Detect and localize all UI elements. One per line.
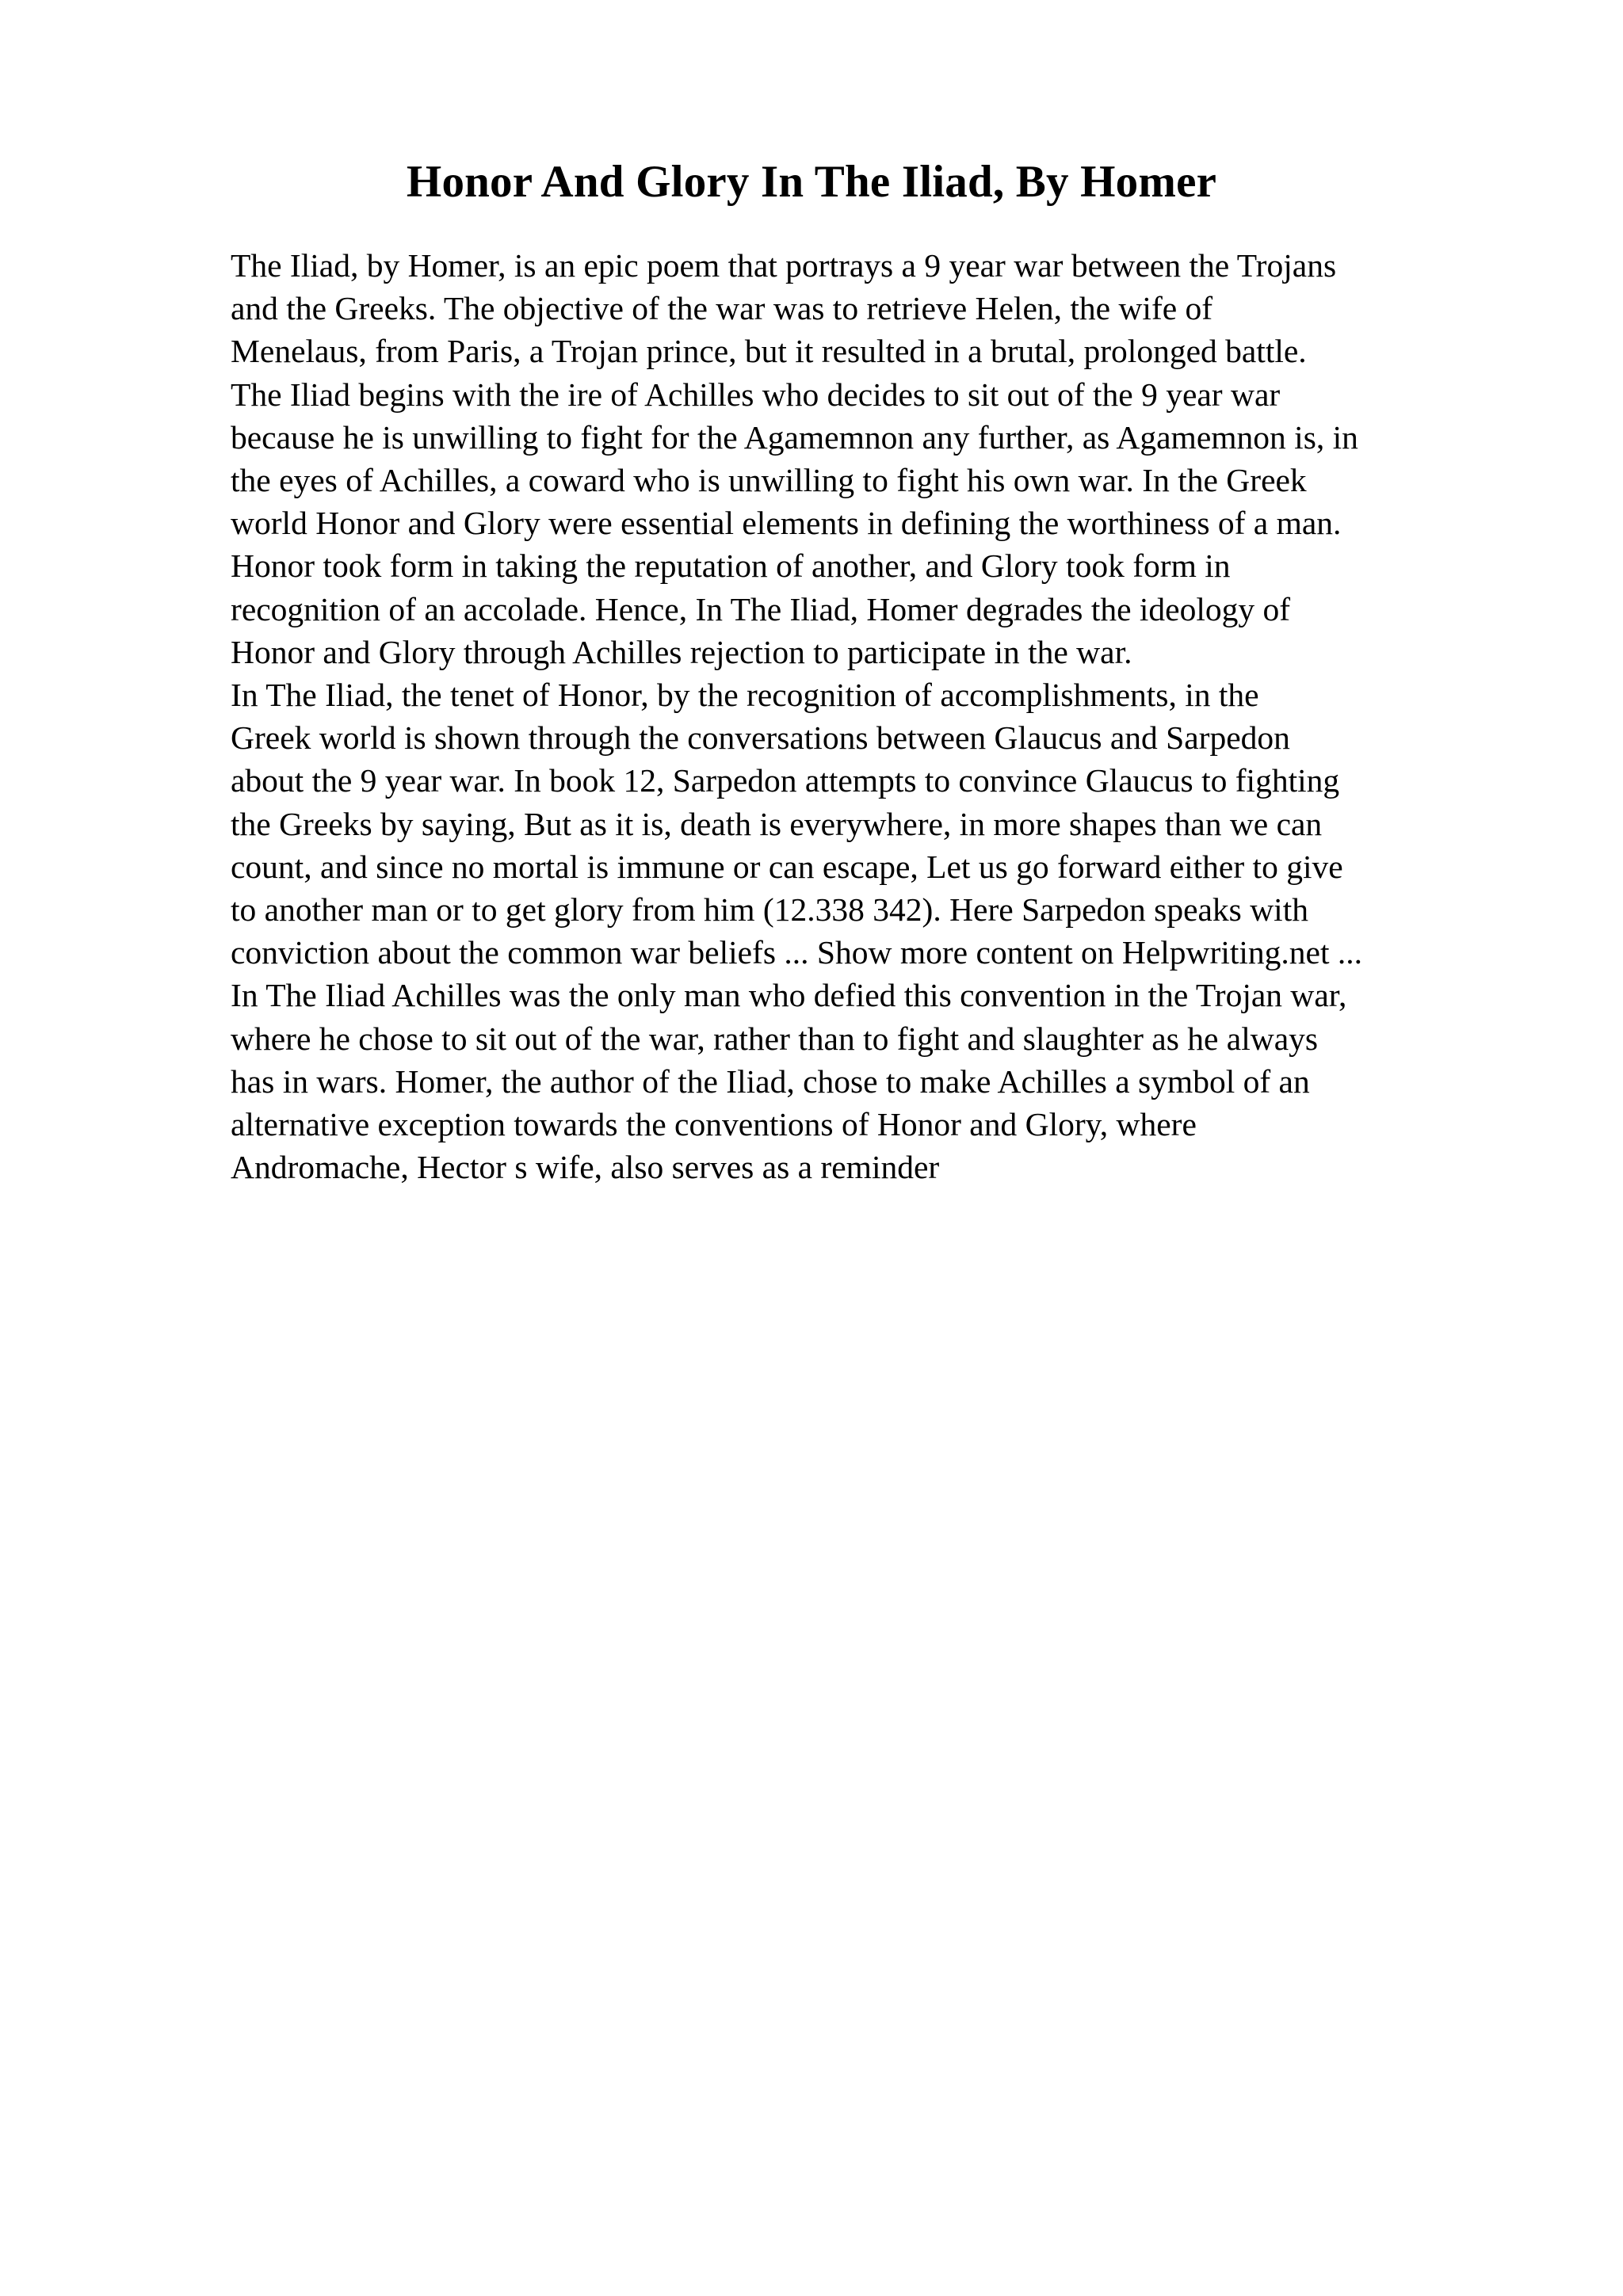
body-line: Menelaus, from Paris, a Trojan prince, but it resulted in a brutal, prolonged battle.	[231, 333, 1307, 370]
body-line: has in wars. Homer, the author of the Iliad, chose to make Achilles a symbol of an	[231, 1062, 1310, 1100]
body-line: Greek world is shown through the conversations between Glaucus and Sarpedon	[231, 719, 1290, 757]
document-body	[231, 244, 1514, 1188]
body-line: world Honor and Glory were essential elements in defining the worthiness of a man.	[231, 505, 1342, 542]
body-line: Honor and Glory through Achilles rejection to participate in the war.	[231, 633, 1132, 670]
body-line: the eyes of Achilles, a coward who is unwilling to fight his own war. In the Greek	[231, 462, 1307, 499]
body-line: Honor took form in taking the reputation of another, and Glory took form in	[231, 547, 1231, 585]
body-line: The Iliad begins with the ire of Achilles who decides to sit out of the 9 year war	[231, 376, 1281, 413]
body-line: The Iliad, by Homer, is an epic poem that portrays a 9 year war between the Trojans	[231, 247, 1337, 284]
document-title: Honor And Glory In The Iliad, By Homer	[406, 157, 1217, 207]
body-line: alternative exception towards the conventions of Honor and Glory, where	[231, 1106, 1197, 1143]
body-line: In The Iliad, the tenet of Honor, by the recognition of accomplishments, in the	[231, 677, 1259, 714]
body-line: conviction about the common war beliefs ... Show more content on Helpwriting.net ...	[231, 934, 1362, 971]
body-line: about the 9 year war. In book 12, Sarpedon attempts to convince Glaucus to fighting	[231, 762, 1340, 799]
body-line: recognition of an accolade. Hence, In The Iliad, Homer degrades the ideology of	[231, 590, 1291, 627]
body-line: to another man or to get glory from him (12.338 342). Here Sarpedon speaks with	[231, 891, 1308, 929]
body-line: Andromache, Hector s wife, also serves as a reminder	[231, 1149, 940, 1186]
body-line: count, and since no mortal is immune or can escape, Let us go forward either to give	[231, 848, 1343, 885]
body-line: the Greeks by saying, But as it is, death is everywhere, in more shapes than we can	[231, 805, 1323, 842]
body-line: and the Greeks. The objective of the war was to retrieve Helen, the wife of	[231, 290, 1213, 327]
body-line: because he is unwilling to fight for the Agamemnon any further, as Agamemnon is, in	[231, 418, 1358, 456]
body-line: where he chose to sit out of the war, rather than to fight and slaughter as he always	[231, 1020, 1319, 1057]
body-line: In The Iliad Achilles was the only man who defied this convention in the Trojan war,	[231, 977, 1347, 1014]
